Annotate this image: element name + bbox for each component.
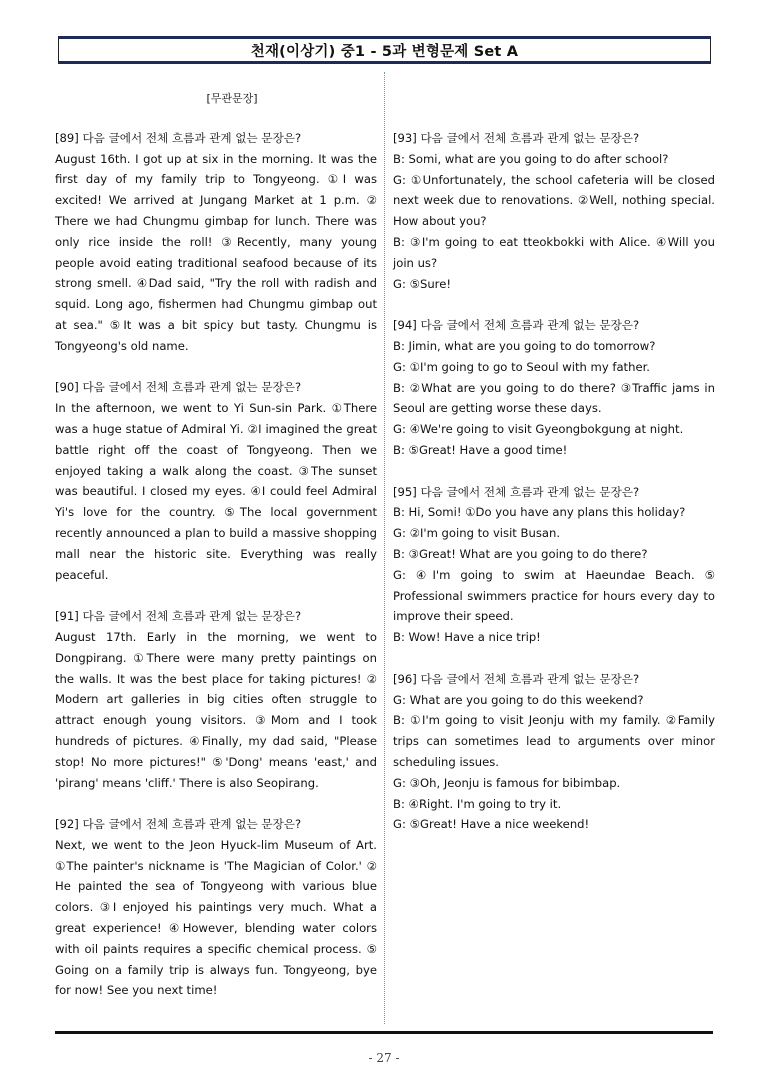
question-heading: [94] 다음 글에서 전체 흐름과 관계 없는 문장은? — [393, 318, 640, 333]
dialogue-line: B: ①I'm going to visit Jeonju with my family. ②Family trips can sometimes lead to arguments over minor scheduling issues. — [393, 713, 715, 769]
column-divider — [384, 72, 385, 1024]
question-95 — [393, 482, 715, 648]
page-title: 천재(이상기) 중1 - 5과 변형문제 Set A — [250, 43, 519, 60]
dialogue — [393, 149, 715, 295]
question-94 — [393, 315, 715, 461]
question-passage: August 17th. Early in the morning, we went to Dongpirang. ①There were many pretty paintings on the walls. It was the best place for taking pictures! ② Modern art galleries in big cities often struggle to attract enough young visitors. ③Mom and I took hundreds of pictures. ④Finally, my dad said, "Please stop! No more pictures!" ⑤'Dong' means 'east,' and 'pirang' means 'cliff.' There is also Seopirang. — [55, 629, 377, 790]
dialogue-line: G: ④We're going to visit Gyeongbokgung at night. — [393, 422, 684, 437]
dialogue-line: B: ⑤Great! Have a good time! — [393, 442, 568, 457]
dialogue-line: G: ⑤Great! Have a nice weekend! — [393, 817, 590, 832]
question-heading: [92] 다음 글에서 전체 흐름과 관계 없는 문장은? — [55, 817, 302, 832]
question-passage: Next, we went to the Jeon Hyuck-lim Museum of Art. ①The painter's nickname is 'The Magician of Color.' ② He painted the sea of Tongyeong with various blue colors. ③I enjoyed his paintings very much. What a great experience! ④However, blending water colors with oil paints requires a specific chemical process. ⑤ Going on a family trip is always fun. Tongyeong, bye for now! See you next time! — [55, 837, 377, 998]
question-heading: [89] 다음 글에서 전체 흐름과 관계 없는 문장은? — [55, 130, 302, 145]
question-heading: [96] 다음 글에서 전체 흐름과 관계 없는 문장은? — [393, 671, 640, 686]
left-column — [55, 76, 377, 1022]
question-92 — [55, 814, 377, 1001]
dialogue-line: G: ①I'm going to go to Seoul with my father. — [393, 359, 650, 374]
question-heading: [91] 다음 글에서 전체 흐름과 관계 없는 문장은? — [55, 609, 302, 624]
question-90 — [55, 377, 377, 585]
dialogue-line: B: Wow! Have a nice trip! — [393, 630, 541, 645]
page-number: - 27 - — [368, 1051, 400, 1065]
question-93 — [393, 128, 715, 294]
dialogue-line: B: ③I'm going to eat tteokbokki with Alice. ④Will you join us? — [393, 234, 715, 270]
question-89 — [55, 128, 377, 357]
question-91 — [55, 606, 377, 793]
dialogue-line: G: What are you going to do this weekend? — [393, 692, 644, 707]
question-heading: [93] 다음 글에서 전체 흐름과 관계 없는 문장은? — [393, 131, 640, 145]
question-passage: In the afternoon, we went to Yi Sun-sin Park. ①There was a huge statue of Admiral Yi. ②I imagined the great battle right off the coast of Tongyeong. Then we enjoyed taking a walk along the coast. ③The sunset was beautiful. I closed my eyes. ④I could feel Admiral Yi's love for the country. ⑤The local government recently announced a plan to build a massive shopping mall near the historic site. Everything was really peaceful. — [55, 401, 377, 582]
dialogue — [393, 690, 715, 836]
footer-rule — [55, 1031, 713, 1034]
section-label: [무관문장] — [206, 92, 258, 105]
dialogue-line: B: Jimin, what are you going to do tomorrow? — [393, 338, 656, 353]
right-column — [393, 76, 715, 856]
dialogue-line: B: ③Great! What are you going to do there? — [393, 546, 648, 561]
question-heading: [90] 다음 글에서 전체 흐름과 관계 없는 문장은? — [55, 380, 302, 395]
question-passage: August 16th. I got up at six in the morning. It was the first day of my family trip to Tongyeong. ①I was excited! We arrived at Jungang Market at 1 p.m. ② There we had Chungmu gimbap for lunch. There was only rice inside the roll! ③Recently, many young people avoid eating traditional seafood because of its strong smell. ④Dad said, "Try the roll with radish and squid. Long ago, fishermen had Chungmu gimbap out at sea." ⑤It was a bit spicy but tasty. Chungmu is Tongyeong's old name. — [55, 151, 377, 353]
dialogue-line: B: Somi, what are you going to do after school? — [393, 151, 669, 166]
column-spacer — [393, 76, 715, 128]
dialogue — [393, 502, 715, 648]
question-heading: [95] 다음 글에서 전체 흐름과 관계 없는 문장은? — [393, 484, 640, 499]
header-box — [58, 36, 711, 64]
dialogue-line: G: ⑤Sure! — [393, 276, 451, 291]
dialogue-line: B: Hi, Somi! ①Do you have any plans this holiday? — [393, 505, 686, 520]
dialogue-line: G: ②I'm going to visit Busan. — [393, 526, 560, 541]
dialogue-line: B: ④Right. I'm going to try it. — [393, 796, 562, 811]
dialogue-line: G: ③Oh, Jeonju is famous for bibimbap. — [393, 775, 621, 790]
dialogue-line: G: ①Unfortunately, the school cafeteria will be closed next week due to renovations. ②Well, nothing special. How about you? — [393, 172, 715, 229]
dialogue-line: G: ④I'm going to swim at Haeundae Beach. ⑤ Professional swimmers practice for hours every day to improve their speed. — [393, 567, 715, 624]
dialogue — [393, 336, 715, 461]
question-96 — [393, 669, 715, 835]
dialogue-line: B: ②What are you going to do there? ③Traffic jams in Seoul are getting worse these days. — [393, 380, 715, 416]
